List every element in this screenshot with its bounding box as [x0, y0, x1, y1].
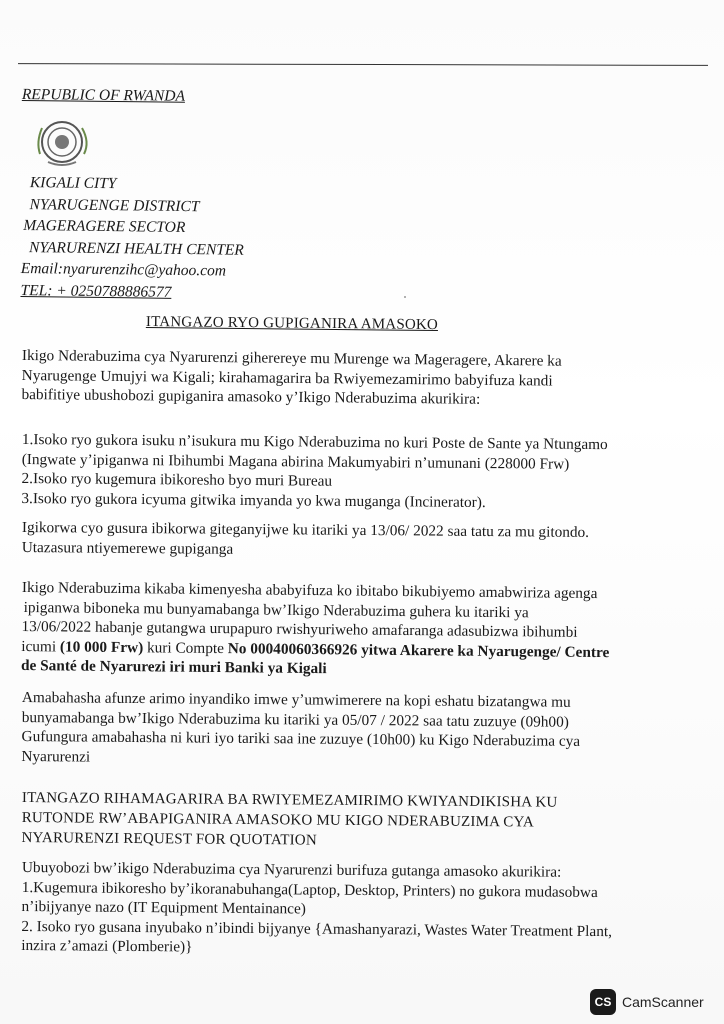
text-fragment: kuri Compte [143, 638, 228, 657]
text-line: bunyamabanga bw’Ikigo Nderabuzima ku itariki ya 05/07 / 2022 saa tatu zuzuye (09h00) [21, 708, 569, 731]
scan-speck [404, 296, 406, 298]
account-number: No 00040060366926 yitwa Akarere ka Nyarugenge/ Centre [227, 639, 610, 661]
text-line: Ikigo Nderabuzima kikaba kimenyesha ababyifuza ko ibitabo bikubiyemo amabwiriza agenga [21, 578, 598, 603]
heading-line: NYARURENZI REQUEST FOR QUOTATION [21, 829, 317, 849]
health-center-line: NYARURENZI HEALTH CENTER [28, 238, 244, 259]
camscanner-watermark [590, 988, 704, 1016]
tender-list [21, 430, 608, 513]
email-line: Email:nyarurenzihc@yahoo.com [20, 259, 227, 280]
fee-amount: (10 000 Frw) [59, 637, 144, 656]
list-item: 2.Isoko ryo kugemura ibikoresho byo muri Bureau [21, 469, 333, 490]
camscanner-label: CamScanner [622, 994, 704, 1010]
text-fragment: icumi [21, 637, 61, 655]
heading-line: RUTONDE RW’ABAPIGANIRA AMASOKO MU KIGO NDERABUZIMA CYA [21, 809, 535, 831]
text-line: ipiganwa biboneka mu bunyamabanga bw’Ikigo Nderabuzima guhera ku itariki ya [23, 598, 529, 621]
text-line: n’ibijyanye nazo (IT Equipment Mentainance) [21, 897, 306, 918]
national-seal-icon [30, 114, 98, 170]
text-line: Nyarugenge Umujyi wa Kigali; kirahamagarira ba Rwiyemezamirimo babyifuza kandi [21, 366, 553, 390]
republic-label: REPUBLIC OF RWANDA [21, 85, 186, 105]
text-line: Utazasura ntiyemerewe gupiganga [21, 538, 234, 558]
text-line: Ubuyobozi bw’ikigo Nderabuzima cya Nyarurenzi burifuza gutanga amasoko akurikira: [21, 858, 562, 881]
intro-paragraph [21, 346, 561, 410]
heading-line: ITANGAZO RIHAMAGARIRA BA RWIYEMEZAMIRIMO KWIYANDIKISHA KU [21, 789, 558, 811]
list-item: 1.Isoko ryo gukora isuku n’isukura mu Kigo Nderabuzima no kuri Poste de Sante ya Ntungamo [21, 430, 608, 454]
district-line: NYARUGENGE DISTRICT [29, 195, 200, 215]
phone-line: TEL: + 0250788886577 [20, 281, 172, 301]
account-holder: de Santé de Nyarurezi iri muri Banki ya Kigali [20, 656, 327, 678]
notice-title: ITANGAZO RYO GUPIGANIRA AMASOKO [145, 314, 439, 334]
list-item: 2. Isoko ryo gusana inyubako n’ibindi bijyanye {Amashanyarazi, Wastes Water Treatment Plant, [21, 917, 613, 940]
list-item: (Ingwate y’ipiganwa ni Ibihumbi Magana abirina Makumyabiri n’umunani (228000 Frw) [21, 450, 570, 473]
sector-line: MAGERAGERE SECTOR [23, 217, 186, 236]
text-line: Ikigo Nderabuzima cya Nyarurenzi giherereye mu Murenge wa Mageragere, Akarere ka [21, 346, 562, 370]
letterhead-address [20, 172, 244, 304]
text-line: Igikorwa cyo gusura ibikorwa giteganyijwe ku itariki ya 13/06/ 2022 saa tatu za mu gitondo. [21, 518, 590, 541]
top-rule [18, 63, 708, 66]
list-item: 1.Kugemura ibikoresho by’ikoranabuhanga(Laptop, Desktop, Printers) no gukora mudasobwa [21, 878, 598, 901]
camscanner-logo-icon: CS [590, 989, 616, 1015]
site-visit-paragraph [22, 518, 589, 562]
rfq-heading [21, 788, 557, 853]
city-line: KIGALI CITY [29, 174, 117, 193]
text-line: babifitiye ubushobozi gupiganira amasoko y’Ikigo Nderabuzima akurikira: [21, 385, 481, 408]
text-line: Amabahasha afunze arimo inyandiko imwe y’umwimerere na kopi eshatu bizatangwa mu [21, 688, 571, 711]
list-item: 3.Isoko ryo gukora icyuma gitwika imyanda yo kwa muganga (Incinerator). [21, 489, 486, 511]
text-line: inzira z’amazi (Plomberie)} [21, 936, 193, 956]
text-line: 13/06/2022 habanje gutangwa urupapuro rwishyuriweho amafaranga adasubizwa ibihumbi [21, 617, 578, 641]
documents-paragraph [21, 578, 610, 682]
submission-paragraph [21, 688, 580, 771]
letterhead-top [22, 84, 185, 107]
rfq-body [21, 858, 612, 961]
text-line: Gufungura amabahasha ni kuri iyo tariki saa ine zuzuye (10h00) ku Kigo Nderabuzima cya [21, 727, 581, 750]
text-line: Nyarurenzi [21, 747, 91, 766]
